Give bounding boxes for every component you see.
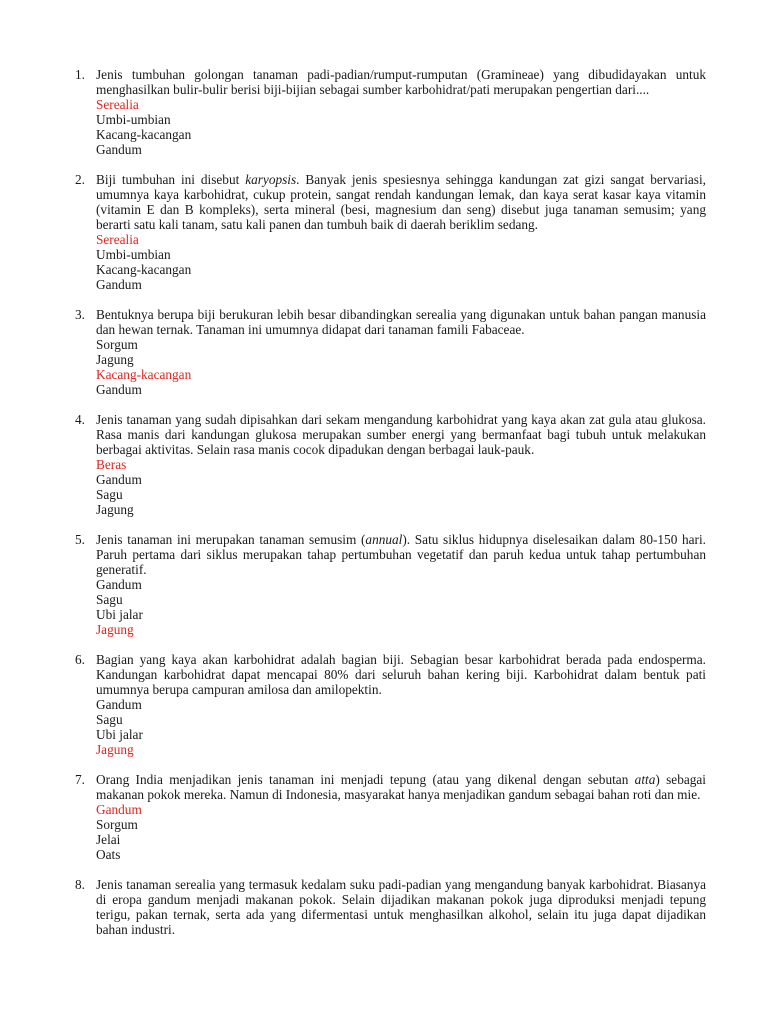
question-number: 2. (75, 172, 85, 187)
answer-option: Gandum (96, 277, 142, 292)
answer-option: Sagu (96, 592, 123, 607)
question-text-segment: Bagian yang kaya akan karbohidrat adalah bagian biji. Sebagian besar karbohidrat berada pada endosperma. Kandungan karbohidrat dapat mencapai 80% dari seluruh bahan kering biji. Karbohidrat dalam bentuk pati umumnya berupa campuran amilosa dan amilopektin. (96, 652, 706, 697)
answer-option: Kacang-kacangan (96, 262, 192, 277)
answer-option-correct: Kacang-kacangan (96, 367, 192, 382)
question-text-segment: . Banyak jenis spesiesnya sehingga kandungan zat gizi sangat bervariasi, umumnya kaya karbohidrat, cukup protein, sangat rendah kandungan lemak, dan kaya serat kasar kaya vitamin (vitamin E dan B kompleks), serta mineral (besi, magnesium dan seng) disebut juga tanaman semusim; yang berarti satu kali tanam, satu kali panen dan tumbuh baik di daerah beriklim sedang. (96, 172, 706, 232)
question-body (96, 307, 706, 397)
question-text-segment: Jenis tanaman serealia yang termasuk kedalam suku padi-padian yang mengandung banyak karbohidrat. Biasanya di eropa gandum menjadi makanan pokok. Selain dijadikan makanan pokok juga diproduksi menjadi tepung terigu, pakan ternak, serta ada yang difermentasi untuk menghasilkan alkohol, selain itu juga dapat dijadikan bahan industri. (96, 877, 706, 937)
question-number: 3. (75, 307, 85, 322)
question-text-segment: Bentuknya berupa biji berukuran lebih besar dibandingkan serealia yang digunakan untuk bahan pangan manusia dan hewan ternak. Tanaman ini umumnya didapat dari tanaman famili Fabaceae. (96, 307, 706, 337)
question-number: 4. (75, 412, 85, 427)
question-text-segment: Jenis tanaman yang sudah dipisahkan dari sekam mengandung karbohidrat yang kaya akan zat gula atau glukosa. Rasa manis dari kandungan glukosa merupakan sumber energi yang bermanfaat bagi tubuh untuk melakukan berbagai aktivitas. Selain rasa manis cocok dipadukan dengan berbagai lauk-pauk. (96, 412, 706, 457)
question-body (96, 172, 706, 292)
question-text (96, 772, 706, 802)
answer-option: Sorgum (96, 817, 138, 832)
question-body (96, 772, 706, 862)
question-item (0, 412, 706, 517)
answer-option-correct: Beras (96, 457, 127, 472)
question-text (96, 67, 706, 97)
answer-option: Gandum (96, 577, 142, 592)
question-text (96, 877, 706, 937)
question-body (96, 532, 706, 637)
answer-option-correct: Serealia (96, 97, 139, 112)
question-item (0, 877, 706, 937)
question-text-italic: annual (365, 532, 403, 547)
question-text (96, 532, 706, 577)
question-text-segment: ) sebagai makanan pokok mereka. Namun di Indonesia, masyarakat hanya menjadikan gandum sebagai bahan roti dan mie. (96, 772, 706, 802)
answer-option: Gandum (96, 142, 142, 157)
question-number: 7. (75, 772, 85, 787)
question-item (0, 172, 706, 292)
question-number: 6. (75, 652, 85, 667)
answer-option-correct: Jagung (96, 622, 134, 637)
question-list (0, 67, 706, 937)
question-text-segment: Orang India menjadikan jenis tanaman ini menjadi tepung (atau yang dikenal dengan sebutan (96, 772, 635, 787)
answer-option: Sagu (96, 712, 123, 727)
question-item (0, 67, 706, 157)
answer-option-correct: Jagung (96, 742, 134, 757)
question-number: 5. (75, 532, 85, 547)
answer-option: Kacang-kacangan (96, 127, 192, 142)
question-text-italic: atta (634, 772, 656, 787)
question-text-segment: ). Satu siklus hidupnya diselesaikan dalam 80-150 hari. Paruh pertama dari siklus merupakan tahap pertumbuhan vegetatif dan paruh kedua untuk tahap pertumbuhan generatif. (96, 532, 706, 577)
answer-option: Jelai (96, 832, 121, 847)
answer-option: Ubi jalar (96, 607, 143, 622)
answer-option: Gandum (96, 382, 142, 397)
answer-option: Gandum (96, 472, 142, 487)
question-number: 1. (75, 67, 85, 82)
question-text-italic: karyopsis (245, 172, 297, 187)
question-text-segment: Biji tumbuhan ini disebut (96, 172, 246, 187)
question-text-segment: Jenis tanaman ini merupakan tanaman semusim ( (96, 532, 366, 547)
answer-option: Jagung (96, 502, 134, 517)
question-body (96, 877, 706, 937)
answer-option-correct: Gandum (96, 802, 142, 817)
answer-option: Ubi jalar (96, 727, 143, 742)
question-text (96, 652, 706, 697)
answer-option: Umbi-umbian (96, 247, 171, 262)
question-body (96, 67, 706, 157)
question-text-segment: Jenis tumbuhan golongan tanaman padi-padian/rumput-rumputan (Gramineae) yang dibudidayakan untuk menghasilkan bulir-bulir berisi biji-bijian sebagai sumber karbohidrat/pati merupakan pengertian dari.... (96, 67, 706, 97)
question-item (0, 307, 706, 397)
answer-option: Umbi-umbian (96, 112, 171, 127)
question-body (96, 412, 706, 517)
answer-option: Sorgum (96, 337, 138, 352)
answer-option: Sagu (96, 487, 123, 502)
question-body (96, 652, 706, 757)
question-text (96, 412, 706, 457)
question-item (0, 532, 706, 637)
question-number: 8. (75, 877, 85, 892)
answer-option: Jagung (96, 352, 134, 367)
answer-option: Gandum (96, 697, 142, 712)
answer-option-correct: Serealia (96, 232, 139, 247)
question-text (96, 307, 706, 337)
question-item (0, 652, 706, 757)
answer-option: Oats (96, 847, 121, 862)
question-item (0, 772, 706, 862)
question-text (96, 172, 706, 232)
